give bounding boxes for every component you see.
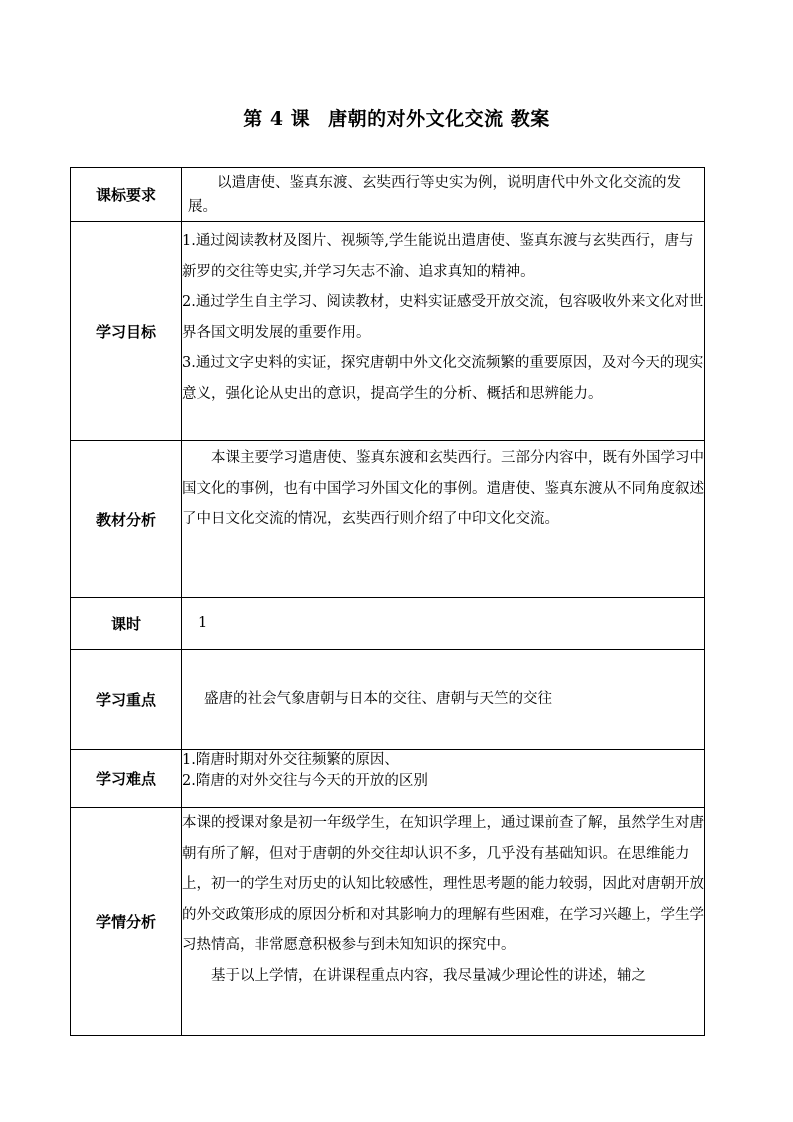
lesson-number: 第 4 课 [243,108,311,130]
row-objectives [71,222,705,441]
row-period [71,598,705,650]
difficulties-label: 学习难点 [71,750,182,808]
period-label: 课时 [71,598,182,650]
row-material [71,441,705,598]
curriculum-text: 以遣唐使、鉴真东渡、玄奘西行等史实为例，说明唐代中外文化交流的发展。 [188,174,681,215]
period-value: 1 [182,598,705,650]
keypoints-label: 学习重点 [71,650,182,750]
material-label: 教材分析 [71,441,182,598]
row-difficulties [71,750,705,808]
objectives-label: 学习目标 [71,222,182,441]
objective-item: 3.通过文字史料的实证，探究唐朝中外文化交流频繁的重要原因，及对今天的现实意义，强化论从史出的意识，提高学生的分析、概括和思辨能力。 [182,355,704,402]
students-paragraph: 基于以上学情，在讲课程重点内容，我尽量减少理论性的讲述，辅之 [211,967,646,984]
row-students [71,808,705,1036]
keypoints-text: 盛唐的社会气象唐朝与日本的交往、唐朝与天竺的交往 [182,650,705,750]
material-text: 本课主要学习遣唐使、鉴真东渡和玄奘西行。三部分内容中，既有外国学习中国文化的事例，也有中国学习外国文化的事例。遣唐使、鉴真东渡从不同角度叙述了中日文化交流的情况，玄奘西行则介绍了中印文化交流。 [182,450,704,527]
difficulty-item: 1.隋唐时期对外交往频繁的原因、 [182,752,399,768]
students-label: 学情分析 [71,808,182,1036]
lesson-topic: 唐朝的对外文化交流 教案 [328,108,550,130]
objective-item: 2.通过学生自主学习、阅读教材，史料实证感受开放交流，包容吸收外来文化对世界各国文明发展的重要作用。 [182,294,704,341]
row-curriculum [71,168,705,222]
row-keypoints [71,650,705,750]
difficulty-item: 2.隋唐的对外交往与今天的开放的区别 [182,773,428,789]
students-paragraph: 本课的授课对象是初一年级学生，在知识学理上，通过课前查了解，虽然学生对唐朝有所了解，但对于唐朝的外交往却认识不多，几乎没有基础知识。在思维能力上，初一的学生对历史的认知比较感性，理性思考题的能力较弱，因此对唐朝开放的外交政策形成的原因分析和对其影响力的理解有些困难，在学习兴趣上，学生学习热情高，非常愿意积极参与到未知知识的探究中。 [182,815,704,953]
page-title [0,104,793,131]
curriculum-label: 课标要求 [71,168,182,222]
lesson-plan-table [70,167,705,1036]
objective-item: 1.通过阅读教材及图片、视频等,学生能说出遣唐使、鉴真东渡与玄奘西行，唐与新罗的交往等史实,并学习矢志不渝、追求真知的精神。 [182,233,694,280]
